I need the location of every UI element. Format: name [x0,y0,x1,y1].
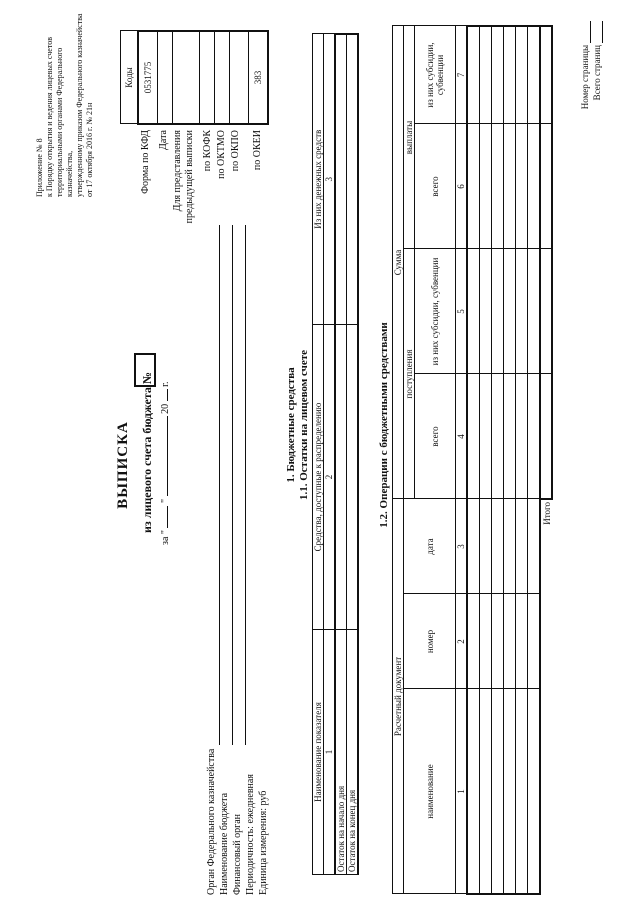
operations-cell[interactable] [467,249,480,374]
table-row [516,26,528,894]
balances-num-1: 1 [324,630,336,875]
operations-num-7: 7 [456,26,468,124]
date-quote: " [160,498,171,504]
operations-cell[interactable] [504,26,516,124]
total-pages-label: Всего страниц [592,45,602,101]
operations-cell[interactable] [516,124,528,249]
operations-cell[interactable] [480,689,492,894]
operations-income: поступления [404,249,415,499]
operations-cell[interactable] [492,374,504,499]
operations-num-2: 2 [456,594,468,689]
field-financial-line[interactable] [245,225,246,745]
appendix-line: утвержденному приказом Федерального казначейства [75,13,84,197]
codes-header: Коды [121,31,139,124]
date-line [160,381,171,545]
operations-num-6: 6 [456,124,468,249]
code-date[interactable] [158,31,173,124]
balances-row-start: Остаток на начало дня [335,630,347,875]
operations-cell[interactable] [504,124,516,249]
balances-num-3: 3 [324,34,336,325]
operations-cell[interactable] [492,26,504,124]
totals-cell[interactable] [540,249,552,374]
operations-cell[interactable] [492,594,504,689]
balances-end-available[interactable] [347,325,359,630]
balances-num-2: 2 [324,325,336,630]
section1-2-title: 1.2. Операции с бюджетными средствами [378,322,390,528]
operations-cell[interactable] [516,26,528,124]
operations-cell[interactable] [467,374,480,499]
operations-payments-subsidies: из них субсидии, субвенции [415,26,456,124]
date-prefix: за " [160,530,171,545]
operations-cell[interactable] [504,249,516,374]
table-row [480,26,492,894]
date-day-blank[interactable] [167,506,168,528]
operations-num-5: 5 [456,249,468,374]
date-month-blank[interactable] [167,416,168,496]
operations-group-doc: Расчетный документ [393,499,404,894]
operations-cell[interactable] [467,124,480,249]
operations-cell[interactable] [528,374,541,499]
operations-col-date: дата [404,499,456,594]
table-row [467,26,480,894]
operations-cell[interactable] [516,374,528,499]
operations-cell[interactable] [492,124,504,249]
operations-cell[interactable] [528,249,541,374]
document-subtitle: из лицевого счета бюджета № [140,372,154,533]
field-periodicity: Периодичность: ежедневная [245,774,256,895]
appendix-line: от 17 октября 2016 г. № 21н [85,102,94,197]
operations-cell[interactable] [528,124,541,249]
balances-start-available[interactable] [335,325,347,630]
totals-cell[interactable] [540,26,552,124]
totals-label: Итого [541,502,552,525]
operations-num-1: 1 [456,689,468,894]
operations-cell[interactable] [480,124,492,249]
balances-row-end: Остаток на конец дня [347,630,359,875]
operations-table [392,25,553,895]
balances-end-cash[interactable] [347,34,359,325]
operations-cell[interactable] [467,26,480,124]
operations-payments-total: всего [415,124,456,249]
operations-cell[interactable] [480,374,492,499]
operations-cell[interactable] [480,499,492,594]
operations-num-3: 3 [456,499,468,594]
code-label-oktmo: по ОКТМО [216,130,227,179]
code-kofk[interactable] [200,31,215,124]
operations-cell[interactable] [516,499,528,594]
code-label-date: Дата [158,130,169,150]
balances-header-available: Средства, доступные к распределению [313,325,324,630]
totals-row [540,26,552,894]
code-label-kofk: по КОФК [202,130,213,172]
operations-cell[interactable] [528,499,541,594]
balances-start-cash[interactable] [335,34,347,325]
table-row [504,26,516,894]
operations-cell[interactable] [467,594,480,689]
appendix-line: к Порядку открытия и ведения лицевых счетов [45,36,54,197]
appendix-line: территориальными органами Федерального казначейства, [55,47,74,197]
code-kfd[interactable]: 0531775 [138,31,158,124]
account-number-box[interactable] [134,353,156,387]
page-number-label: Номер страницы [580,45,590,110]
operations-group-sum: Сумма [393,26,404,499]
field-treasury-line[interactable] [219,225,220,745]
code-label-okpo: по ОКПО [230,130,241,172]
operations-col-number: номер [404,594,456,689]
operations-cell[interactable] [528,26,541,124]
operations-income-total: всего [415,374,456,499]
operations-income-subsidies: из них субсидии, субвенции [415,249,456,374]
code-label-kfd: Форма по КФД [140,130,151,194]
balances-header-indicator: Наименование показателя [313,630,324,875]
operations-num-4: 4 [456,374,468,499]
balances-header-cash: Из них денежных средств [313,34,324,325]
total-pages-line[interactable] [602,21,603,43]
operations-cell[interactable] [516,594,528,689]
balances-table [312,33,359,875]
code-oktmo[interactable] [215,31,230,124]
field-unit: Единица измерения: руб [258,790,269,895]
operations-cell[interactable] [516,689,528,894]
code-okei[interactable]: 383 [249,31,269,124]
operations-cell[interactable] [504,499,516,594]
totals-cell[interactable] [540,124,552,249]
field-financial-body: Финансовый орган [232,813,243,895]
operations-cell[interactable] [480,249,492,374]
operations-cell[interactable] [504,689,516,894]
operations-cell[interactable] [528,689,541,894]
operations-cell[interactable] [528,594,541,689]
operations-cell[interactable] [516,249,528,374]
operations-cell[interactable] [504,374,516,499]
code-label-okei: по ОКЕИ [252,130,263,171]
page-number-line[interactable] [590,21,591,43]
operations-cell[interactable] [467,499,480,594]
code-prev[interactable] [173,31,200,124]
operations-cell[interactable] [492,249,504,374]
date-suffix: г. [160,381,171,387]
code-okpo[interactable] [230,31,249,124]
field-budget-line[interactable] [232,225,233,745]
operations-cell[interactable] [467,689,480,894]
operations-payments: выплаты [404,26,415,249]
codes-table [120,30,269,125]
table-row [492,26,504,894]
operations-cell[interactable] [480,594,492,689]
operations-cell[interactable] [504,594,516,689]
table-row [528,26,541,894]
appendix-note [35,7,95,197]
field-budget-name: Наименование бюджета [219,792,230,895]
document-title: ВЫПИСКА [115,421,131,509]
section1-title: 1. Бюджетные средства [285,367,297,483]
date-year-prefix: 20 [160,403,171,414]
operations-cell[interactable] [480,26,492,124]
code-label-prev: Для представления предыдущей выписки [172,130,195,224]
field-treasury-body: Орган Федерального казначейства [206,748,217,895]
operations-cell[interactable] [492,689,504,894]
operations-cell[interactable] [492,499,504,594]
totals-cell[interactable] [540,374,552,499]
date-year-blank[interactable] [167,389,168,401]
appendix-line: Приложение № 8 [35,138,44,197]
operations-col-name: наименование [404,689,456,894]
section1-1-title: 1.1. Остатки на лицевом счете [298,349,310,501]
